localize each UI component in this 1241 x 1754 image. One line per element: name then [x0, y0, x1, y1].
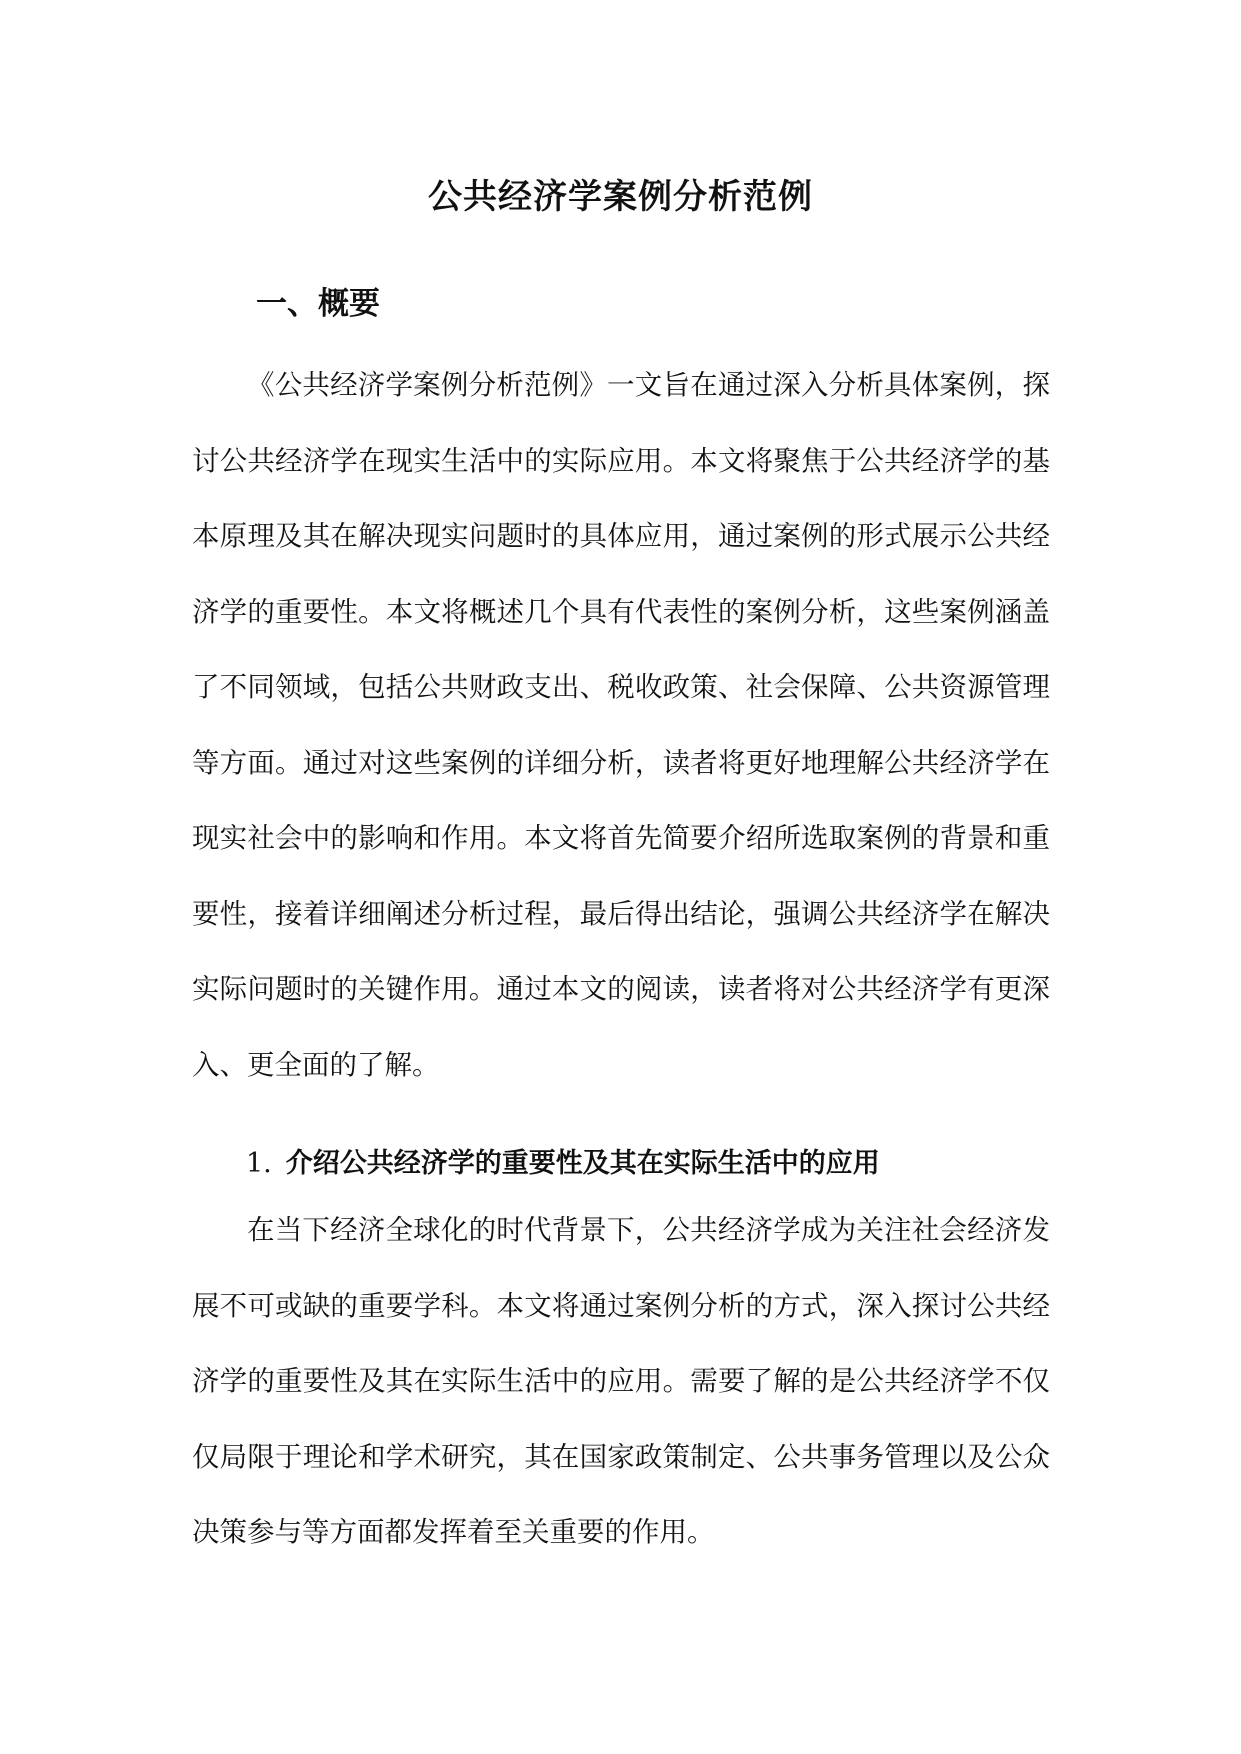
subsection-number: 1. — [246, 1148, 272, 1179]
document-title: 公共经济学案例分析范例 — [428, 176, 813, 217]
subsection-paragraph: 在当下经济全球化的时代背景下，公共经济学成为关注社会经济发展不可或缺的重要学科。本文将通过案例分析的方式，深入探讨公共经济学的重要性及其在实际生活中的应用。需要了解的是公共经济学不仅仅局限于理论和学术研究，其在国家政策制定、公共事务管理以及公众决策参与等方面都发挥着至关重要的作用。 — [192, 1214, 1050, 1548]
overview-paragraph: 《公共经济学案例分析范例》一文旨在通过深入分析具体案例，探讨公共经济学在现实生活中的实际应用。本文将聚焦于公共经济学的基本原理及其在解决现实问题时的具体应用，通过案例的形式展示公共经济学的重要性。本文将概述几个具有代表性的案例分析，这些案例涵盖了不同领域，包括公共财政支出、税收政策、社会保障、公共资源管理等方面。通过对这些案例的详细分析，读者将更好地理解公共经济学在现实社会中的影响和作用。本文将首先简要介绍所选取案例的背景和重要性，接着详细阐述分析过程，最后得出结论，强调公共经济学在解决实际问题时的关键作用。通过本文的阅读，读者将对公共经济学有更深入、更全面的了解。 — [192, 369, 1050, 1081]
subsection-heading — [246, 1146, 880, 1182]
subsection-heading-text: 介绍公共经济学的重要性及其在实际生活中的应用 — [285, 1148, 880, 1179]
section-heading-overview: 一、概要 — [256, 286, 380, 322]
